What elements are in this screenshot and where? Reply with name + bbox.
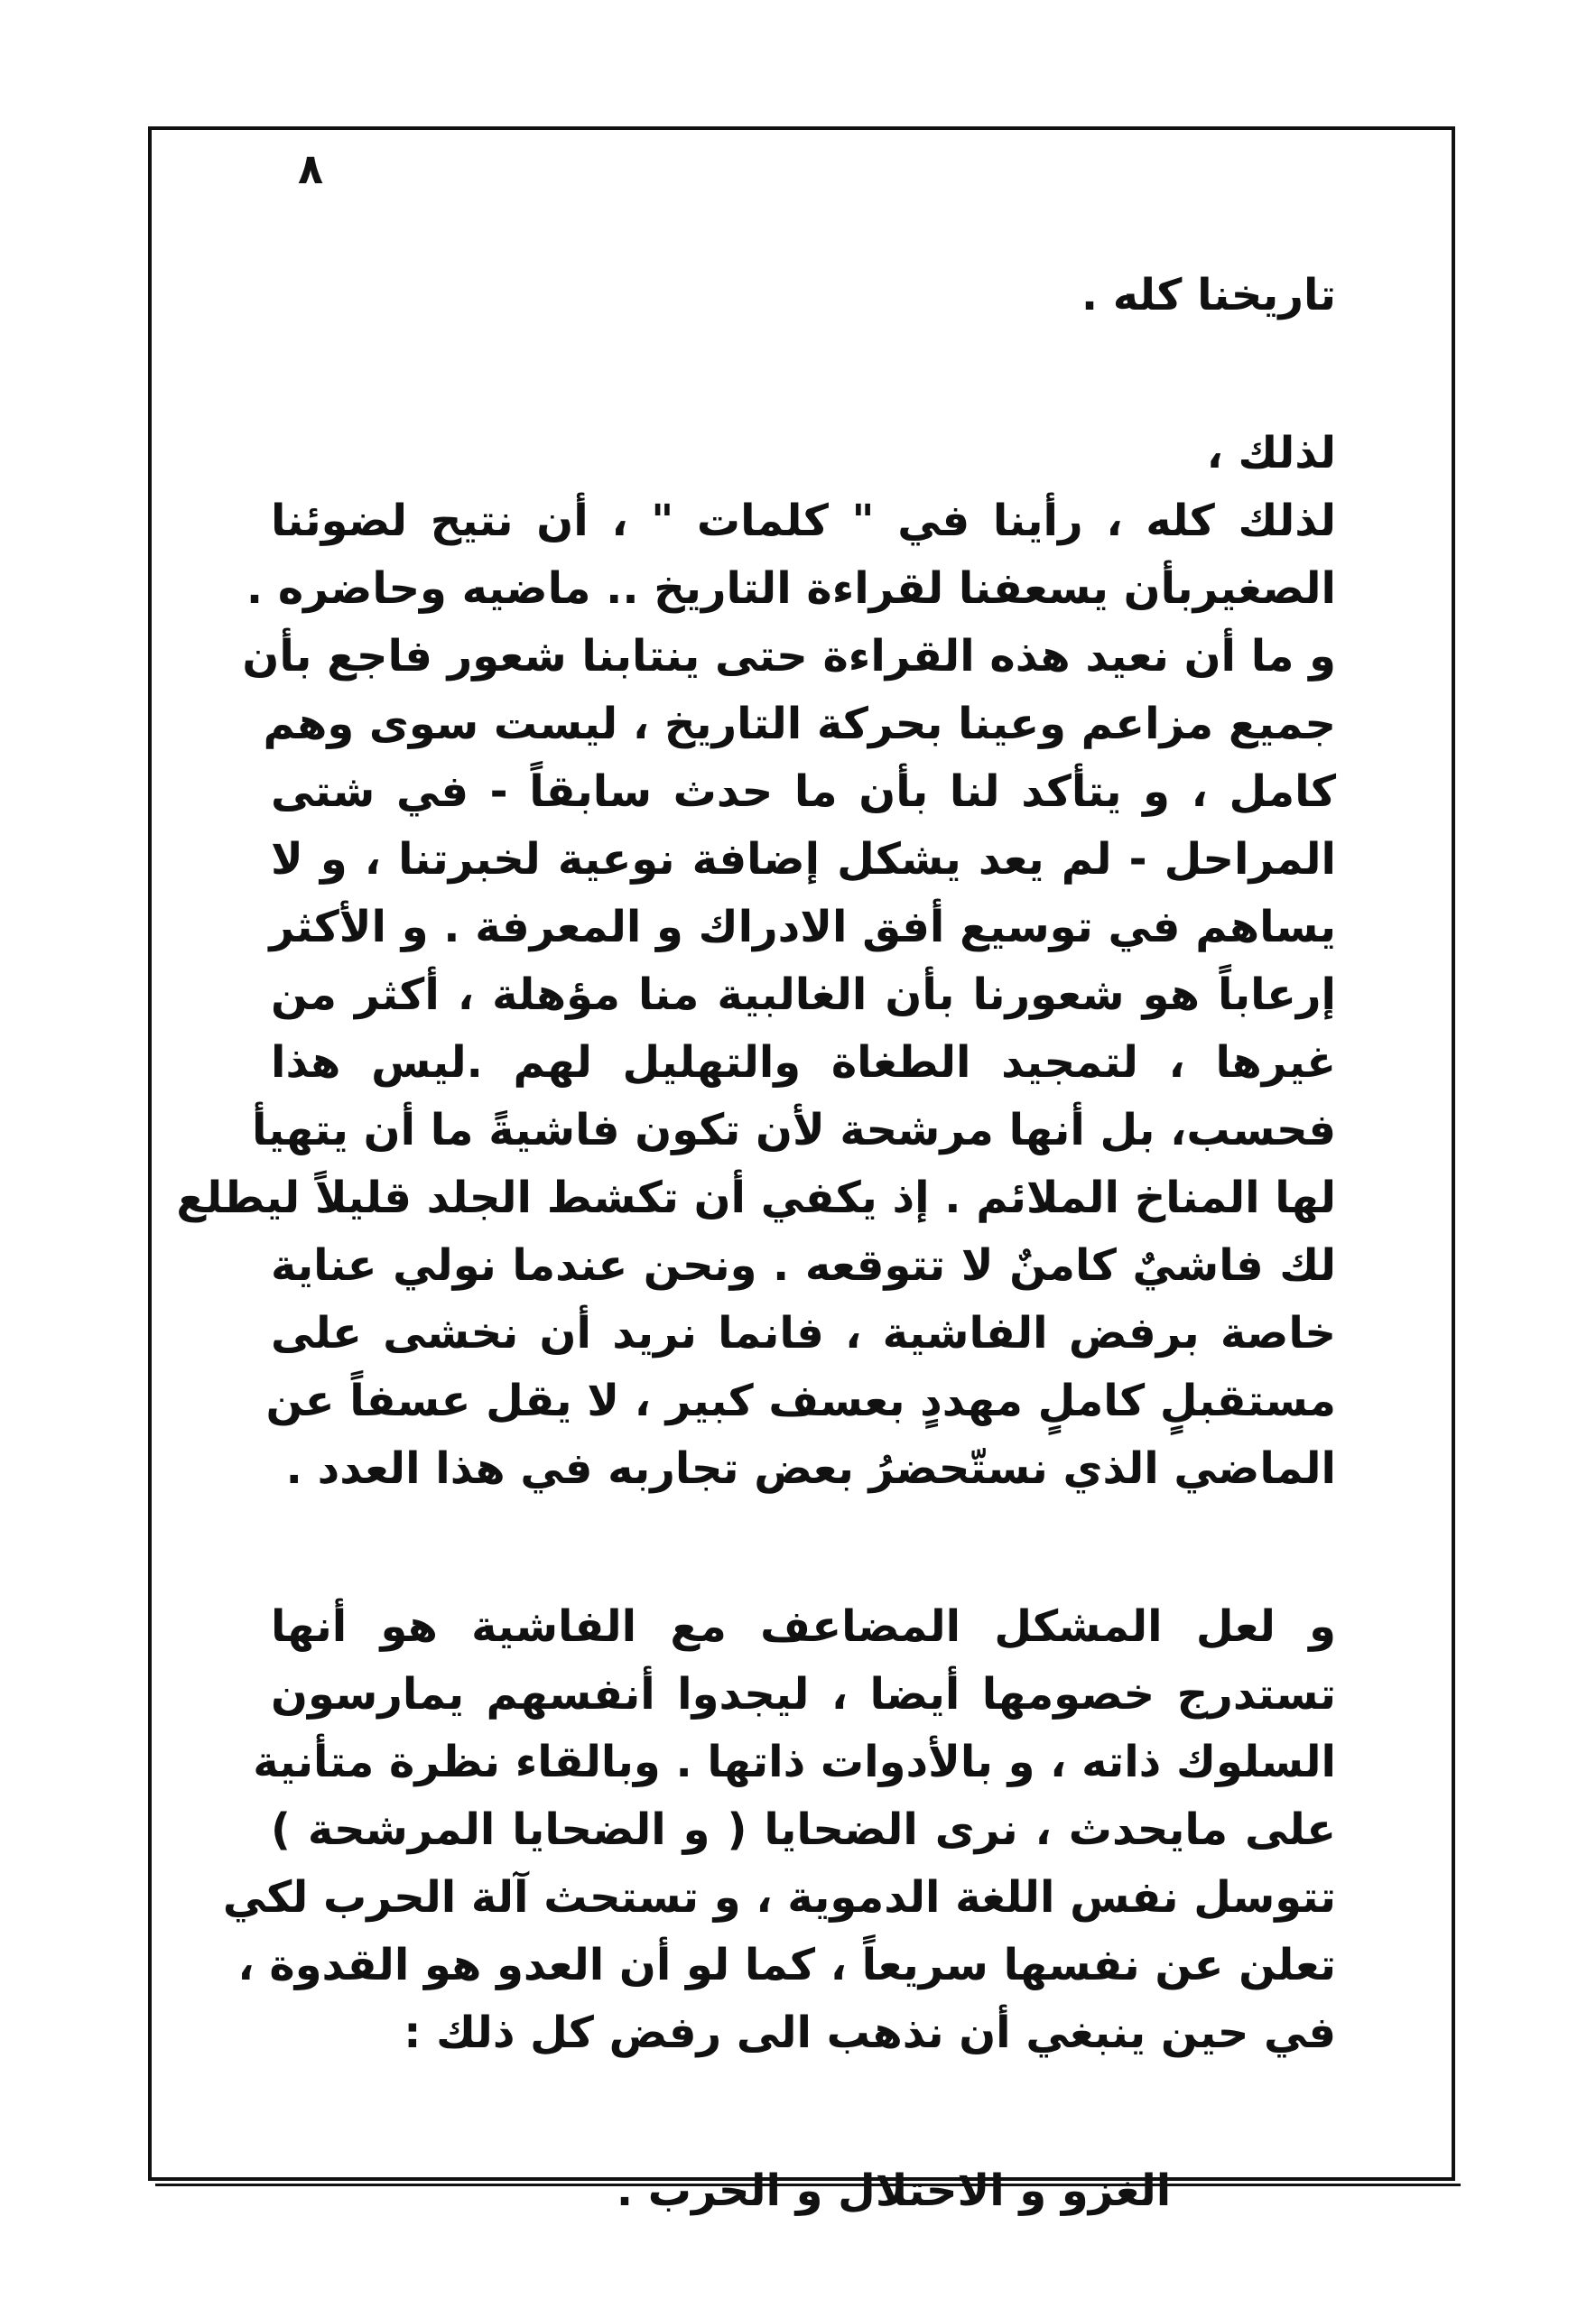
text-line: خاصة برفض الفاشية ، فانما نريد أن نخشى على (271, 1308, 1336, 1359)
text-line: و ما أن نعيد هذه القراءة حتى ينتابنا شعور فاجع بأن (242, 631, 1336, 682)
text-line: و لعل المشكل المضاعف مع الفاشية هو أنها (271, 1601, 1336, 1652)
page-body (176, 262, 1336, 2225)
text-line: السلوك ذاته ، و بالأدوات ذاتها . وبالقاء نظرة متأنية (253, 1737, 1336, 1787)
text-line: لذلك كله ، رأينا في " كلمات " ، أن نتيح لضوئنا (271, 496, 1336, 546)
text-line: فحسب، بل أنها مرشحة لأن تكون فاشيةً ما أن يتهيأ (251, 1105, 1336, 1155)
text-line: على مايحدث ، نرى الضحايا ( و الضحايا المرشحة ) (271, 1804, 1336, 1855)
text-line: غيرها ، لتمجيد الطغاة والتهليل لهم .ليس هذا (271, 1037, 1336, 1088)
closing-line: الغزو و الاحتلال و الحرب . (616, 2166, 1172, 2216)
page-number: ٨ (298, 144, 324, 193)
text-line: الصغيربأن يسعفنا لقراءة التاريخ .. ماضيه وحاضره . (246, 563, 1336, 614)
text-line: المراحل - لم يعد يشكل إضافة نوعية لخبرتنا ، و لا (271, 834, 1336, 885)
section-heading: لذلك ، (1206, 428, 1336, 478)
text-line: يساهم في توسيع أفق الادراك و المعرفة . و الأكثر (269, 902, 1336, 952)
text-line: إرعاباً هو شعورنا بأن الغالبية منا مؤهلة ، أكثر من (271, 969, 1336, 1020)
text-line: لها المناخ الملائم . إذ يكفي أن تكشط الجلد قليلاً ليطلع (176, 1173, 1336, 1223)
text-line: في حين ينبغي أن نذهب الى رفض كل ذلك : (404, 2008, 1336, 2058)
text-line: تعلن عن نفسها سريعاً ، كما لو أن العدو هو القدوة ، (237, 1940, 1336, 1990)
intro-line: تاريخنا كله . (1081, 270, 1336, 320)
text-line: تستدرج خصومها أيضا ، ليجدوا أنفسهم يمارسون (271, 1669, 1336, 1720)
text-line: تتوسل نفس اللغة الدموية ، و تستحث آلة الحرب لكي (222, 1872, 1336, 1923)
text-line: كامل ، و يتأكد لنا بأن ما حدث سابقاً - في شتى (271, 766, 1336, 817)
paragraph-1 (176, 487, 1336, 1503)
text-line: مستقبلٍ كاملٍ مهددٍ بعسف كبير ، لا يقل عسفاً عن (265, 1376, 1336, 1426)
text-line: جميع مزاعم وعينا بحركة التاريخ ، ليست سوى وهم (263, 699, 1336, 749)
text-line: لك فاشيٌ كامنٌ لا تتوقعه . ونحن عندما نولي عناية (271, 1240, 1336, 1291)
paragraph-2 (222, 1593, 1336, 2067)
text-line: الماضي الذي نستّحضرُ بعض تجاربه في هذا العدد . (285, 1443, 1336, 1494)
